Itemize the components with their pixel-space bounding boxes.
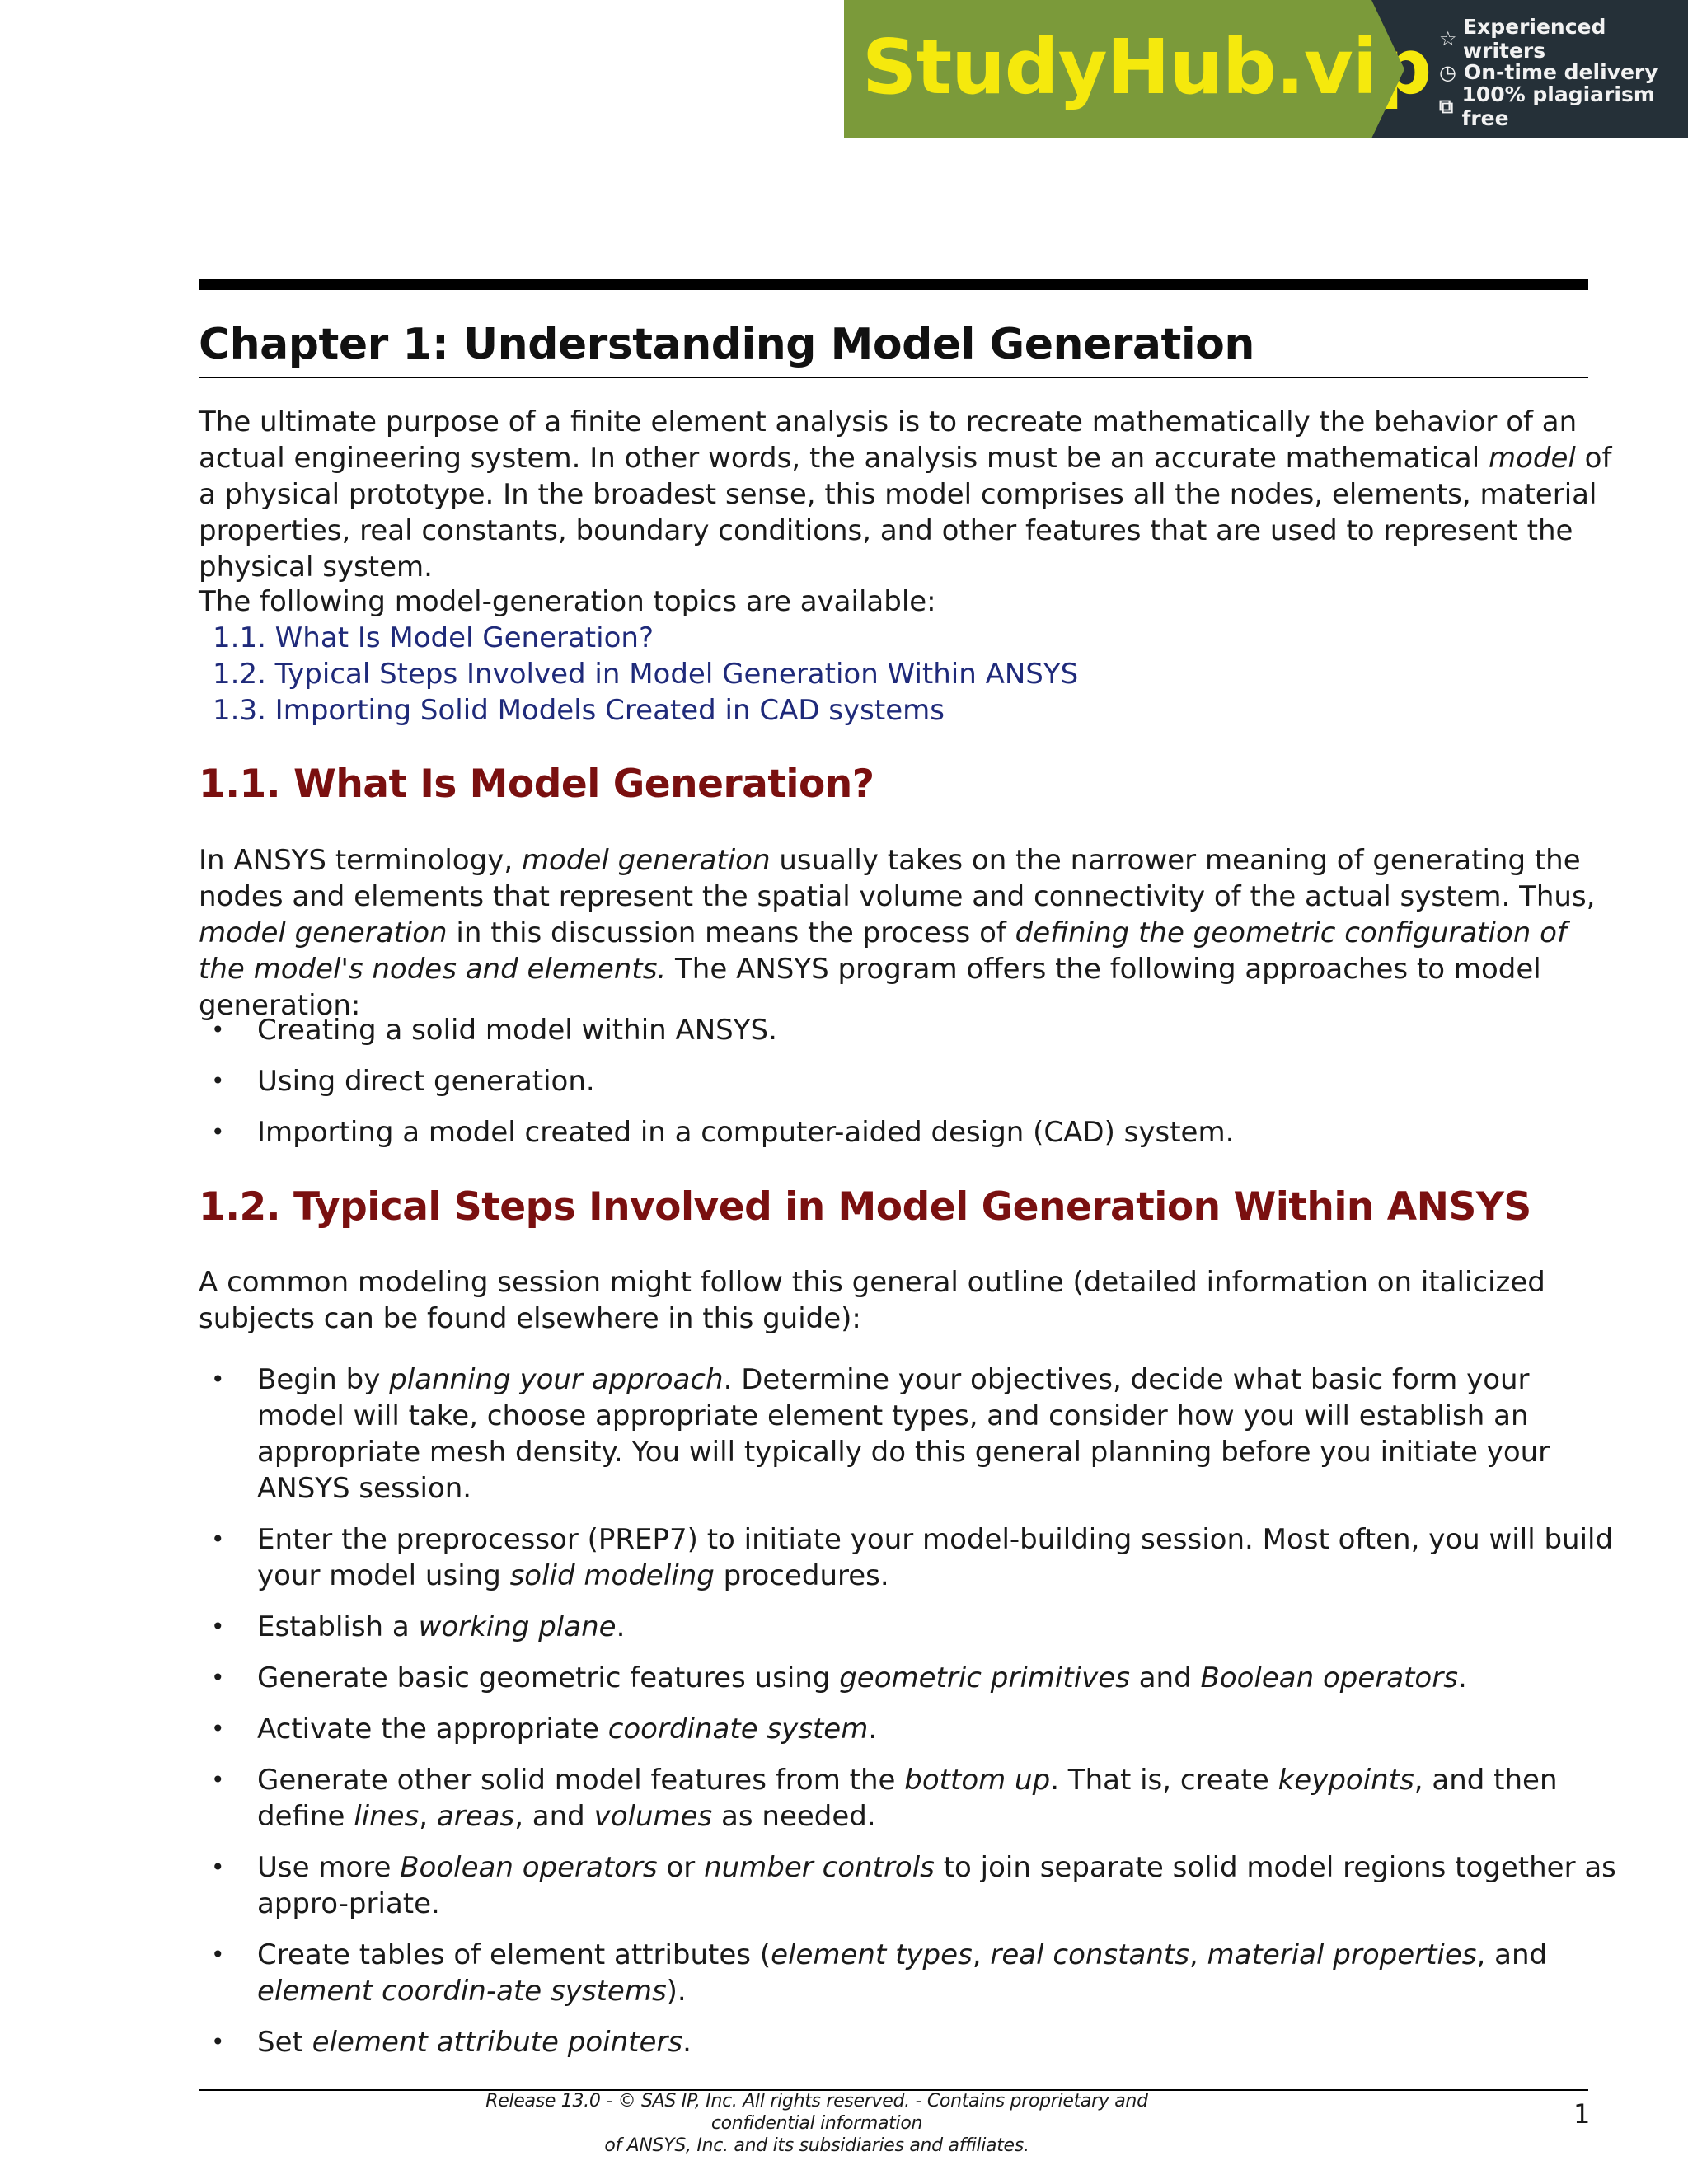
- page-number: 1: [1573, 2098, 1591, 2130]
- toc-link-1-3[interactable]: 1.3. Importing Solid Models Created in CAD systems: [213, 694, 945, 727]
- footer-copyright: [446, 2090, 1188, 2157]
- list-item: • Establish a working plane.: [211, 1610, 626, 1643]
- section-1-2-intro: A common modeling session might follow this general outline (detailed information on italicized subjects can be found elsewhere in this guide):: [199, 1266, 1545, 1335]
- footer-line-2: of ANSYS, Inc. and its subsidiaries and affiliates.: [604, 2135, 1029, 2156]
- section-1-2-heading: 1.2. Typical Steps Involved in Model Generation Within ANSYS: [199, 1184, 1531, 1230]
- clock-icon: ◷: [1439, 60, 1456, 84]
- intro-paragraph: The ultimate purpose of a finite element analysis is to recreate mathematically the behavior of an actual engineering system. In other words, the analysis must be an accurate mathematical model of a physical prototype. In the broadest sense, this model comprises all the nodes, elements, material properties, real constants, boundary conditions, and other features that are used to represent the physical system.: [199, 405, 1612, 583]
- badge-label: Experienced writers: [1463, 14, 1606, 63]
- list-item: • Activate the appropriate coordinate system.: [211, 1713, 878, 1746]
- topics-list: [213, 620, 1078, 729]
- list-item: • Begin by planning your approach. Determine your objectives, decide what basic form your model will take, choose appropriate element types, and consider how you will establish an appropriate mesh density. You will typically do this general planning before you initiate your ANSYS session.: [211, 1363, 1550, 1505]
- copy-icon: ⧉: [1439, 94, 1454, 118]
- approaches-list: [199, 1012, 1625, 1151]
- list-item: • Create tables of element attributes (element types, real constants, material properties, and element coordin-ate systems).: [211, 1938, 1548, 2008]
- list-item: • Set element attribute pointers.: [211, 2026, 692, 2059]
- chapter-rule: [199, 377, 1588, 378]
- list-item: • Using direct generation.: [211, 1065, 595, 1098]
- badge-label: 100% plagiarism free: [1461, 82, 1655, 130]
- toc-link-1-2[interactable]: 1.2. Typical Steps Involved in Model Generation Within ANSYS: [213, 658, 1079, 691]
- badge-label: On-time delivery: [1464, 60, 1658, 84]
- footer-line-1: Release 13.0 - © SAS IP, Inc. All rights reserved. - Contains proprietary and confidential information: [485, 2091, 1148, 2134]
- list-item: • Importing a model created in a computer-aided design (CAD) system.: [211, 1116, 1235, 1149]
- list-item: • Use more Boolean operators or number controls to join separate solid model regions together as appro-priate.: [211, 1851, 1616, 1920]
- badge-plagiarism-free: [1439, 82, 1688, 130]
- banner-arrow: [1372, 0, 1404, 138]
- list-item: • Enter the preprocessor (PREP7) to initiate your model-building session. Most often, you will build your model using solid modeling procedures.: [211, 1523, 1614, 1592]
- topics-intro: The following model-generation topics are available:: [199, 585, 936, 618]
- top-rule: [199, 279, 1588, 290]
- section-1-1-heading: 1.1. What Is Model Generation?: [199, 762, 874, 807]
- chapter-title: Chapter 1: Understanding Model Generation: [199, 320, 1254, 369]
- list-item: • Generate basic geometric features using geometric primitives and Boolean operators.: [211, 1661, 1467, 1694]
- studyhub-banner[interactable]: [844, 0, 1688, 138]
- badge-experienced-writers: [1439, 14, 1688, 63]
- steps-list: [199, 1361, 1625, 2060]
- star-icon: ☆: [1439, 26, 1457, 50]
- section-1-1-paragraph: In ANSYS terminology, model generation usually takes on the narrower meaning of generating the nodes and elements that represent the spatial volume and connectivity of the actual system. Thus, model generation in this discussion means the process of defining the geometric configuration of the model's nodes and elements. The ANSYS program offers the following approaches to model generation:: [199, 844, 1596, 1022]
- list-item: • Generate other solid model features from the bottom up. That is, create keypoints, and then define lines, areas, and volumes as needed.: [211, 1764, 1558, 1833]
- banner-logo-area: [844, 0, 1432, 138]
- studyhub-logo: StudyHub.vip: [862, 23, 1432, 111]
- list-item: • Creating a solid model within ANSYS.: [211, 1014, 777, 1047]
- toc-link-1-1[interactable]: 1.1. What Is Model Generation?: [213, 621, 654, 654]
